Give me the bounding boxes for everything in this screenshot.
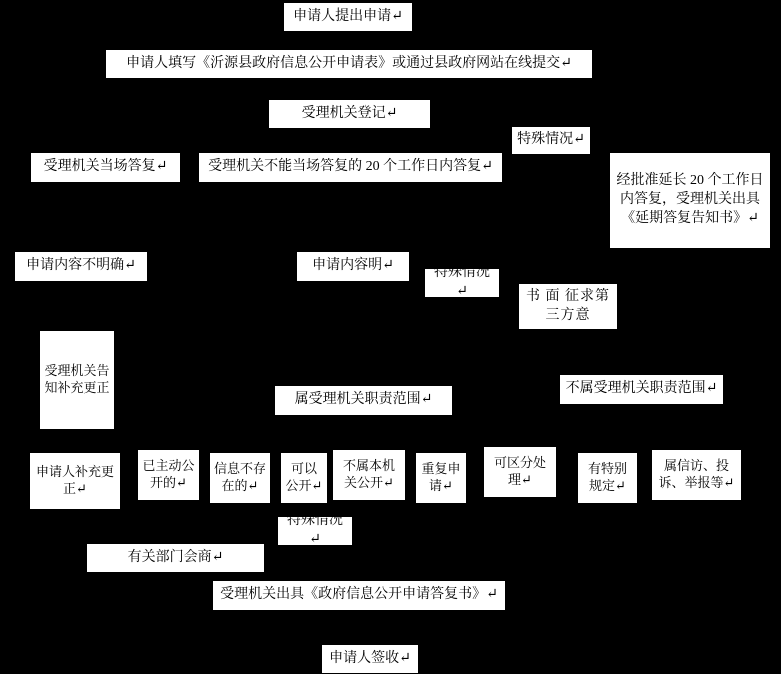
flow-node-n16: 已主动公开的↵	[137, 449, 200, 501]
flow-node-n9: 申请内容明↵	[296, 251, 410, 282]
flow-node-n21: 可区分处理↵	[483, 446, 557, 498]
flow-node-n13: 属受理机关职责范围↵	[274, 385, 453, 416]
flow-node-n25: 有关部门会商↵	[86, 543, 265, 573]
flow-node-n18: 可以公开↵	[280, 452, 328, 504]
flow-node-n7: 经批准延长 20 个工作日内答复，受理机关出具《延期答复告知书》↵	[609, 152, 771, 249]
flow-node-n10: 特殊情况↵	[424, 268, 500, 298]
flow-node-n8: 申请内容不明确↵	[14, 251, 148, 282]
flow-node-n27: 申请人签收↵	[321, 644, 419, 674]
flow-node-n22: 有特别规定↵	[577, 452, 638, 504]
flow-node-n26: 受理机关出具《政府信息公开申请答复书》↵	[212, 580, 506, 611]
flow-node-n15: 申请人补充更正↵	[29, 452, 121, 510]
flow-node-n6: 受理机关不能当场答复的 20 个工作日内答复↵	[198, 152, 503, 183]
flow-node-n4: 特殊情况↵	[511, 126, 591, 155]
flow-node-n24: 特殊情况↵	[277, 516, 353, 546]
flow-node-n17: 信息不存在的↵	[209, 452, 271, 504]
flow-node-n12: 受理机关告知补充更正	[39, 330, 115, 430]
flow-node-n14: 不属受理机关职责范围↵	[559, 374, 724, 405]
flow-node-n19: 不属本机关公开↵	[332, 449, 406, 501]
flow-node-n1: 申请人提出申请↵	[283, 2, 413, 32]
flow-node-n2: 申请人填写《沂源县政府信息公开申请表》或通过县政府网站在线提交↵	[105, 49, 593, 79]
flow-node-n23: 属信访、投诉、举报等↵	[651, 449, 742, 501]
flow-node-n20: 重复申请↵	[415, 452, 467, 504]
flow-node-n3: 受理机关登记↵	[268, 99, 431, 129]
flow-node-n5: 受理机关当场答复↵	[30, 152, 181, 183]
flow-node-n11: 书 面 征求第三方意	[518, 283, 618, 330]
